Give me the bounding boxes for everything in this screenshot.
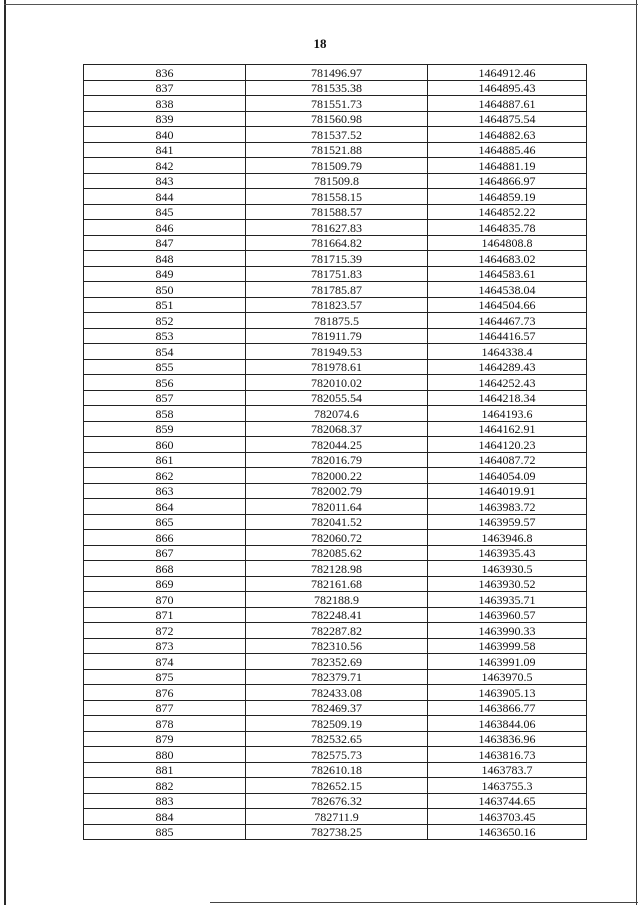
x-coordinate-cell: 782128.98 — [246, 561, 428, 577]
y-coordinate-cell: 1464538.04 — [428, 282, 587, 298]
table-row — [84, 266, 587, 282]
y-coordinate-cell: 1464120.23 — [428, 437, 587, 453]
table-row — [84, 514, 587, 530]
y-coordinate-cell: 1464252.43 — [428, 375, 587, 391]
table-row — [84, 623, 587, 639]
point-number-cell: 842 — [84, 158, 246, 174]
table-row — [84, 158, 587, 174]
point-number-cell: 864 — [84, 499, 246, 515]
table-row — [84, 607, 587, 623]
y-coordinate-cell: 1463844.06 — [428, 716, 587, 732]
table-row — [84, 685, 587, 701]
point-number-cell: 843 — [84, 173, 246, 189]
y-coordinate-cell: 1464881.19 — [428, 158, 587, 174]
point-number-cell: 883 — [84, 793, 246, 809]
point-number-cell: 837 — [84, 80, 246, 96]
point-number-cell: 885 — [84, 824, 246, 840]
table-row — [84, 406, 587, 422]
table-row — [84, 809, 587, 825]
page-border-left — [4, 0, 6, 905]
y-coordinate-cell: 1463836.96 — [428, 731, 587, 747]
x-coordinate-cell: 782044.25 — [246, 437, 428, 453]
table-row — [84, 297, 587, 313]
table-row — [84, 344, 587, 360]
x-coordinate-cell: 782287.82 — [246, 623, 428, 639]
point-number-cell: 846 — [84, 220, 246, 236]
y-coordinate-cell: 1463930.52 — [428, 576, 587, 592]
point-number-cell: 841 — [84, 142, 246, 158]
x-coordinate-cell: 781875.5 — [246, 313, 428, 329]
y-coordinate-cell: 1464467.73 — [428, 313, 587, 329]
x-coordinate-cell: 781978.61 — [246, 359, 428, 375]
point-number-cell: 863 — [84, 483, 246, 499]
x-coordinate-cell: 781560.98 — [246, 111, 428, 127]
point-number-cell: 839 — [84, 111, 246, 127]
point-number-cell: 861 — [84, 452, 246, 468]
y-coordinate-cell: 1463991.09 — [428, 654, 587, 670]
x-coordinate-cell: 782016.79 — [246, 452, 428, 468]
point-number-cell: 865 — [84, 514, 246, 530]
y-coordinate-cell: 1464887.61 — [428, 96, 587, 112]
coordinates-table — [83, 64, 587, 840]
x-coordinate-cell: 782055.54 — [246, 390, 428, 406]
x-coordinate-cell: 782509.19 — [246, 716, 428, 732]
point-number-cell: 853 — [84, 328, 246, 344]
x-coordinate-cell: 782068.37 — [246, 421, 428, 437]
x-coordinate-cell: 782011.64 — [246, 499, 428, 515]
point-number-cell: 857 — [84, 390, 246, 406]
x-coordinate-cell: 782676.32 — [246, 793, 428, 809]
table-row — [84, 592, 587, 608]
point-number-cell: 848 — [84, 251, 246, 267]
table-row — [84, 282, 587, 298]
x-coordinate-cell: 781823.57 — [246, 297, 428, 313]
x-coordinate-cell: 782248.41 — [246, 607, 428, 623]
x-coordinate-cell: 781535.38 — [246, 80, 428, 96]
table-row — [84, 452, 587, 468]
y-coordinate-cell: 1464882.63 — [428, 127, 587, 143]
page-border-right — [636, 0, 637, 905]
y-coordinate-cell: 1464087.72 — [428, 452, 587, 468]
table-row — [84, 127, 587, 143]
table-row — [84, 111, 587, 127]
table-row — [84, 96, 587, 112]
x-coordinate-cell: 782469.37 — [246, 700, 428, 716]
point-number-cell: 854 — [84, 344, 246, 360]
table-row — [84, 359, 587, 375]
point-number-cell: 879 — [84, 731, 246, 747]
table-row — [84, 669, 587, 685]
page-border-bottom — [210, 902, 638, 903]
x-coordinate-cell: 782000.22 — [246, 468, 428, 484]
point-number-cell: 870 — [84, 592, 246, 608]
y-coordinate-cell: 1464416.57 — [428, 328, 587, 344]
y-coordinate-cell: 1463990.33 — [428, 623, 587, 639]
point-number-cell: 844 — [84, 189, 246, 205]
point-number-cell: 868 — [84, 561, 246, 577]
y-coordinate-cell: 1464683.02 — [428, 251, 587, 267]
y-coordinate-cell: 1463930.5 — [428, 561, 587, 577]
table-row — [84, 530, 587, 546]
x-coordinate-cell: 782010.02 — [246, 375, 428, 391]
y-coordinate-cell: 1463946.8 — [428, 530, 587, 546]
table-row — [84, 421, 587, 437]
table-row — [84, 793, 587, 809]
x-coordinate-cell: 782060.72 — [246, 530, 428, 546]
y-coordinate-cell: 1464866.97 — [428, 173, 587, 189]
x-coordinate-cell: 782085.62 — [246, 545, 428, 561]
coordinates-table-body — [84, 65, 587, 840]
table-row — [84, 824, 587, 840]
x-coordinate-cell: 781588.57 — [246, 204, 428, 220]
point-number-cell: 866 — [84, 530, 246, 546]
table-row — [84, 561, 587, 577]
x-coordinate-cell: 782575.73 — [246, 747, 428, 763]
y-coordinate-cell: 1463970.5 — [428, 669, 587, 685]
x-coordinate-cell: 782188.9 — [246, 592, 428, 608]
y-coordinate-cell: 1463960.57 — [428, 607, 587, 623]
table-row — [84, 468, 587, 484]
point-number-cell: 872 — [84, 623, 246, 639]
table-row — [84, 437, 587, 453]
y-coordinate-cell: 1463959.57 — [428, 514, 587, 530]
table-row — [84, 576, 587, 592]
point-number-cell: 838 — [84, 96, 246, 112]
y-coordinate-cell: 1463744.65 — [428, 793, 587, 809]
table-row — [84, 80, 587, 96]
x-coordinate-cell: 781551.73 — [246, 96, 428, 112]
point-number-cell: 884 — [84, 809, 246, 825]
x-coordinate-cell: 782738.25 — [246, 824, 428, 840]
y-coordinate-cell: 1463755.3 — [428, 778, 587, 794]
x-coordinate-cell: 782074.6 — [246, 406, 428, 422]
table-row — [84, 142, 587, 158]
point-number-cell: 849 — [84, 266, 246, 282]
point-number-cell: 847 — [84, 235, 246, 251]
y-coordinate-cell: 1464162.91 — [428, 421, 587, 437]
x-coordinate-cell: 781558.15 — [246, 189, 428, 205]
x-coordinate-cell: 782041.52 — [246, 514, 428, 530]
x-coordinate-cell: 782711.9 — [246, 809, 428, 825]
page-border-top — [4, 4, 638, 5]
table-row — [84, 235, 587, 251]
table-row — [84, 328, 587, 344]
point-number-cell: 874 — [84, 654, 246, 670]
point-number-cell: 875 — [84, 669, 246, 685]
x-coordinate-cell: 781537.52 — [246, 127, 428, 143]
point-number-cell: 877 — [84, 700, 246, 716]
point-number-cell: 859 — [84, 421, 246, 437]
table-row — [84, 499, 587, 515]
point-number-cell: 871 — [84, 607, 246, 623]
point-number-cell: 867 — [84, 545, 246, 561]
point-number-cell: 880 — [84, 747, 246, 763]
table-row — [84, 778, 587, 794]
y-coordinate-cell: 1464895.43 — [428, 80, 587, 96]
x-coordinate-cell: 781521.88 — [246, 142, 428, 158]
y-coordinate-cell: 1463905.13 — [428, 685, 587, 701]
point-number-cell: 852 — [84, 313, 246, 329]
y-coordinate-cell: 1464835.78 — [428, 220, 587, 236]
x-coordinate-cell: 781509.8 — [246, 173, 428, 189]
table-row — [84, 716, 587, 732]
x-coordinate-cell: 782433.08 — [246, 685, 428, 701]
x-coordinate-cell: 781785.87 — [246, 282, 428, 298]
y-coordinate-cell: 1464338.4 — [428, 344, 587, 360]
x-coordinate-cell: 781664.82 — [246, 235, 428, 251]
y-coordinate-cell: 1464912.46 — [428, 65, 587, 81]
point-number-cell: 836 — [84, 65, 246, 81]
table-row — [84, 654, 587, 670]
table-row — [84, 375, 587, 391]
x-coordinate-cell: 782610.18 — [246, 762, 428, 778]
x-coordinate-cell: 782002.79 — [246, 483, 428, 499]
point-number-cell: 881 — [84, 762, 246, 778]
x-coordinate-cell: 782161.68 — [246, 576, 428, 592]
page-number: 18 — [313, 36, 327, 51]
point-number-cell: 869 — [84, 576, 246, 592]
y-coordinate-cell: 1464885.46 — [428, 142, 587, 158]
y-coordinate-cell: 1464583.61 — [428, 266, 587, 282]
x-coordinate-cell: 781751.83 — [246, 266, 428, 282]
x-coordinate-cell: 781715.39 — [246, 251, 428, 267]
table-row — [84, 251, 587, 267]
y-coordinate-cell: 1463783.7 — [428, 762, 587, 778]
point-number-cell: 882 — [84, 778, 246, 794]
x-coordinate-cell: 782532.65 — [246, 731, 428, 747]
point-number-cell: 856 — [84, 375, 246, 391]
point-number-cell: 845 — [84, 204, 246, 220]
point-number-cell: 878 — [84, 716, 246, 732]
y-coordinate-cell: 1464019.91 — [428, 483, 587, 499]
point-number-cell: 851 — [84, 297, 246, 313]
table-row — [84, 173, 587, 189]
table-row — [84, 762, 587, 778]
point-number-cell: 873 — [84, 638, 246, 654]
y-coordinate-cell: 1463935.43 — [428, 545, 587, 561]
x-coordinate-cell: 782310.56 — [246, 638, 428, 654]
x-coordinate-cell: 782379.71 — [246, 669, 428, 685]
table-row — [84, 700, 587, 716]
point-number-cell: 850 — [84, 282, 246, 298]
point-number-cell: 840 — [84, 127, 246, 143]
y-coordinate-cell: 1464193.6 — [428, 406, 587, 422]
y-coordinate-cell: 1463866.77 — [428, 700, 587, 716]
x-coordinate-cell: 781509.79 — [246, 158, 428, 174]
y-coordinate-cell: 1464054.09 — [428, 468, 587, 484]
table-row — [84, 545, 587, 561]
y-coordinate-cell: 1463650.16 — [428, 824, 587, 840]
x-coordinate-cell: 782352.69 — [246, 654, 428, 670]
table-row — [84, 390, 587, 406]
table-row — [84, 65, 587, 81]
point-number-cell: 860 — [84, 437, 246, 453]
table-row — [84, 747, 587, 763]
y-coordinate-cell: 1464852.22 — [428, 204, 587, 220]
table-row — [84, 189, 587, 205]
y-coordinate-cell: 1464859.19 — [428, 189, 587, 205]
table-row — [84, 731, 587, 747]
x-coordinate-cell: 782652.15 — [246, 778, 428, 794]
table-row — [84, 483, 587, 499]
y-coordinate-cell: 1463935.71 — [428, 592, 587, 608]
point-number-cell: 876 — [84, 685, 246, 701]
y-coordinate-cell: 1463999.58 — [428, 638, 587, 654]
x-coordinate-cell: 781911.79 — [246, 328, 428, 344]
point-number-cell: 858 — [84, 406, 246, 422]
y-coordinate-cell: 1464504.66 — [428, 297, 587, 313]
y-coordinate-cell: 1463703.45 — [428, 809, 587, 825]
table-row — [84, 204, 587, 220]
y-coordinate-cell: 1463816.73 — [428, 747, 587, 763]
table-row — [84, 313, 587, 329]
x-coordinate-cell: 781496.97 — [246, 65, 428, 81]
point-number-cell: 855 — [84, 359, 246, 375]
table-row — [84, 638, 587, 654]
table-row — [84, 220, 587, 236]
y-coordinate-cell: 1463983.72 — [428, 499, 587, 515]
point-number-cell: 862 — [84, 468, 246, 484]
x-coordinate-cell: 781949.53 — [246, 344, 428, 360]
y-coordinate-cell: 1464808.8 — [428, 235, 587, 251]
y-coordinate-cell: 1464218.34 — [428, 390, 587, 406]
y-coordinate-cell: 1464289.43 — [428, 359, 587, 375]
y-coordinate-cell: 1464875.54 — [428, 111, 587, 127]
x-coordinate-cell: 781627.83 — [246, 220, 428, 236]
